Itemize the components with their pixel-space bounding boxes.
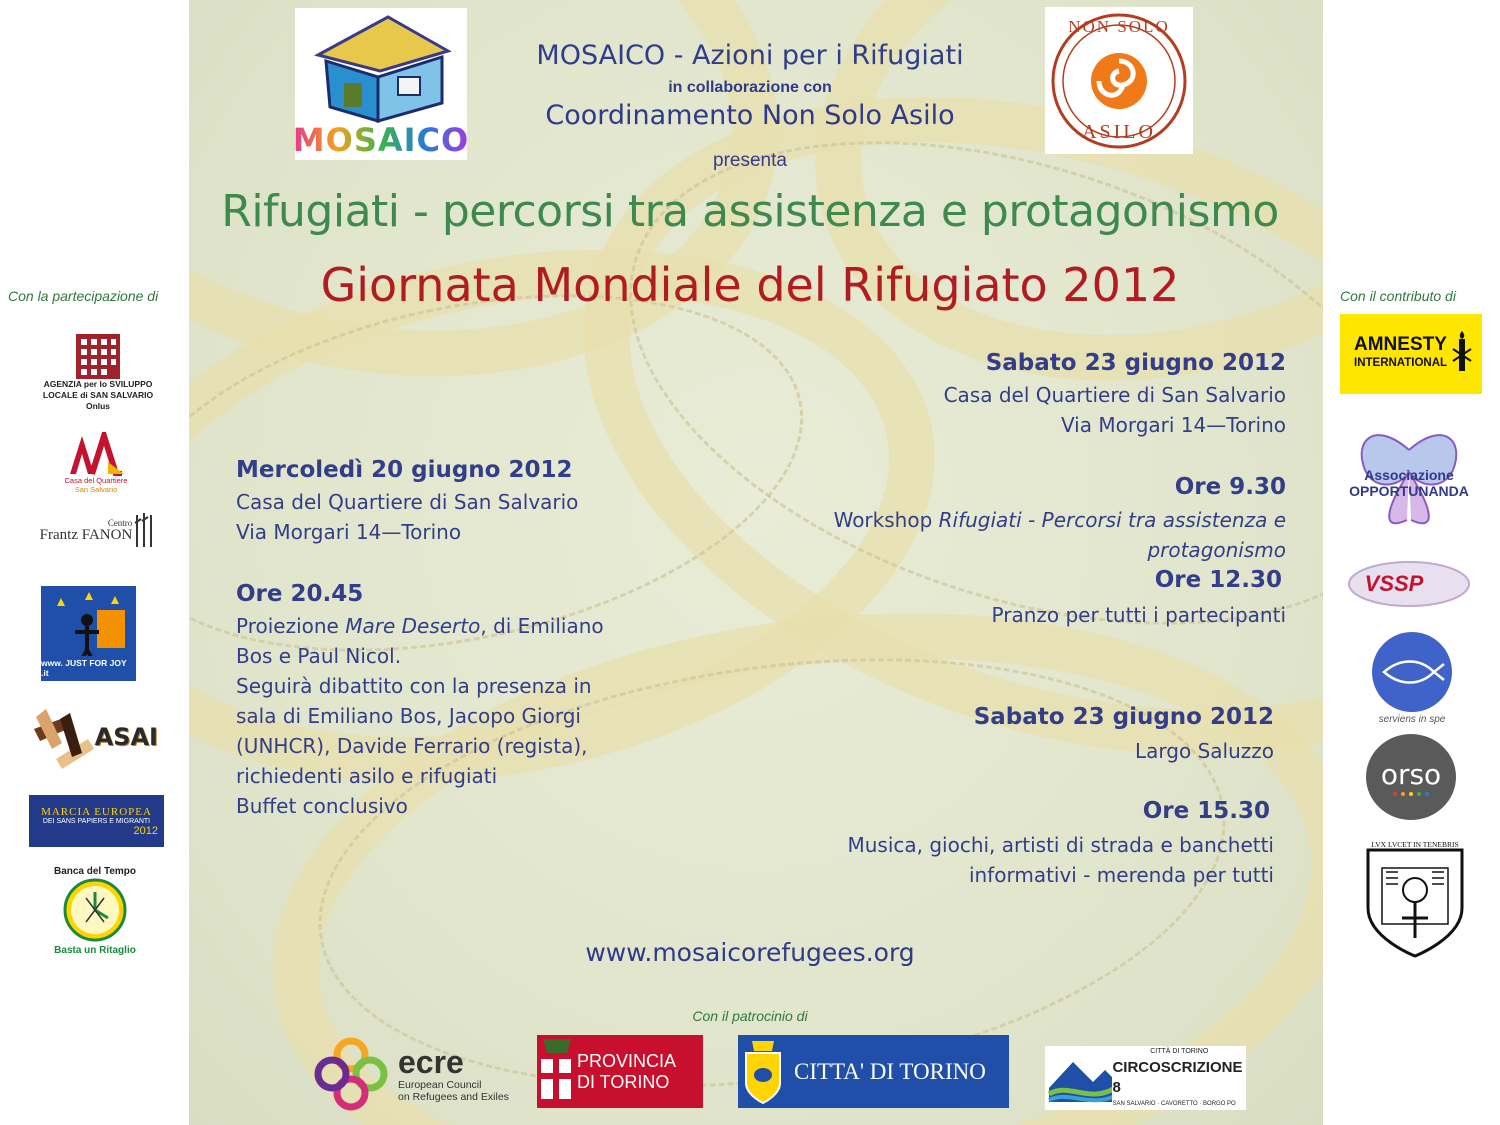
fanon-line2: Frantz FANON <box>39 527 133 543</box>
hands-icon <box>26 699 95 775</box>
amnesty-line1: AMNESTY <box>1354 334 1447 355</box>
workshop-pre: Workshop <box>833 508 939 532</box>
figures-icon <box>132 509 156 549</box>
event-left-line5: (UNHCR), Davide Ferrario (regista), <box>236 734 588 758</box>
amnesty-logo <box>1340 314 1482 394</box>
serviens-text: serviens in spe <box>1378 713 1446 725</box>
juggler-icon <box>41 586 136 656</box>
event-left-line6: richiedenti asilo e rifugiati <box>236 764 498 788</box>
casa-line1: Casa del Quartiere <box>64 476 128 485</box>
fanon-line1: Centro <box>107 518 133 528</box>
lux-crest-logo <box>1362 838 1468 958</box>
event-right2-time: Ore 15.30 <box>1142 798 1270 824</box>
banca-del-tempo-logo <box>42 864 148 956</box>
event-right2-place: Largo Saluzzo <box>1135 739 1274 763</box>
partner-name: Coordinamento Non Solo Asilo <box>545 100 955 131</box>
justforjoy-text: www. JUST FOR JOY .it <box>41 658 127 678</box>
lux-text: LVX LVCET IN TENEBRIS <box>1371 840 1459 849</box>
mosaico-logo-text: MOSAICO <box>292 121 470 159</box>
nsa-top-text: NON SOLO <box>1068 17 1170 36</box>
line1-post: , di Emiliano <box>480 614 604 638</box>
event-right1-time2: Ore 12.30 <box>1154 567 1282 593</box>
ecre-flower-icon <box>312 1035 390 1113</box>
film-title: Mare Deserto <box>345 614 481 638</box>
casa-quartiere-mark-icon <box>64 432 128 476</box>
event-left-line4: sala di Emiliano Bos, Jacopo Giorgi <box>236 704 581 728</box>
ecre-logo <box>312 1034 522 1114</box>
marcia-europea-logo <box>29 795 164 847</box>
workshop-title: Rifugiati - Percorsi tra assistenza e <box>938 508 1286 532</box>
casa-line2: San Salvario <box>74 485 118 494</box>
circoscrizione-logo <box>1045 1046 1246 1110</box>
event-right2-date: Sabato 23 giugno 2012 <box>973 704 1274 730</box>
marcia-line2: DEI SANS PAPIERS E MIGRANTI <box>42 817 151 825</box>
ecre-line1: European Council <box>398 1079 482 1091</box>
opportunanda-logo <box>1345 400 1473 546</box>
agenzia-line2: LOCALE di SAN SALVARIO Onlus <box>42 390 154 411</box>
event-right2-line1: Musica, giochi, artisti di strada e banchetti <box>847 833 1274 857</box>
marcia-line1: MARCIA EUROPEA <box>41 805 152 818</box>
citta-name: CITTA' DI TORINO <box>794 1058 986 1084</box>
candle-icon <box>1451 329 1473 379</box>
agenzia-line1: AGENZIA per lo SVILUPPO <box>43 379 153 389</box>
just-for-joy-logo <box>41 586 136 681</box>
citta-torino-logo <box>738 1035 1009 1108</box>
agenzia-logo <box>34 330 162 412</box>
fish-circle-icon <box>1354 630 1470 714</box>
event-right1-lunch: Pranzo per tutti i partecipanti <box>991 603 1286 627</box>
asai-logo <box>26 698 158 776</box>
opportunanda-line1: Associazione <box>1364 467 1454 483</box>
ecre-name: ecre <box>398 1044 464 1080</box>
event-left-line2: Bos e Paul Nicol. <box>236 644 402 668</box>
event-right1-workshop2: protagonismo <box>1147 538 1286 562</box>
event-right1-place: Casa del Quartiere di San Salvario <box>943 383 1286 407</box>
casa-quartiere-logo <box>60 428 132 498</box>
right-sidebar-caption: Con il contributo di <box>1340 288 1456 304</box>
event-left-line7: Buffet conclusivo <box>236 794 408 818</box>
event-right1-address: Via Morgari 14—Torino <box>1060 413 1286 437</box>
event-left-line1 <box>236 611 604 641</box>
house-icon <box>306 11 456 123</box>
event-subtitle: Giornata Mondiale del Rifugiato 2012 <box>320 258 1180 312</box>
vssp-logo <box>1346 558 1472 610</box>
event-right1-workshop <box>786 505 1286 535</box>
patronage-caption: Con il patrocinio di <box>692 1008 808 1024</box>
event-left-date: Mercoledì 20 giugno 2012 <box>236 457 573 483</box>
presents-text: presenta <box>713 150 787 171</box>
circ-line1: CITTÀ DI TORINO <box>1150 1048 1209 1055</box>
asai-text: ASAI <box>94 723 158 751</box>
crest-icon <box>1362 838 1468 958</box>
mosaico-logo <box>292 8 470 160</box>
left-sidebar-caption: Con la partecipazione di <box>8 288 159 304</box>
collab-text: in collaborazione con <box>668 79 832 96</box>
event-right2-line2: informativi - merenda per tutti <box>968 863 1274 887</box>
nsa-bottom-text: ASILO <box>1082 121 1156 143</box>
river-icon <box>1045 1048 1112 1108</box>
bull-crest-icon <box>738 1035 788 1108</box>
clock-icon <box>42 864 148 956</box>
banca-line2: Basta un Ritaglio <box>54 945 136 956</box>
orso-logo <box>1366 734 1456 820</box>
event-title: Rifugiati - percorsi tra assistenza e protagonismo <box>221 186 1279 237</box>
circ-line3: SAN SALVARIO · CAVORETTO · BORGO PO <box>1112 1101 1236 1107</box>
banca-line1: Banca del Tempo <box>53 866 137 877</box>
marcia-line3: 2012 <box>133 824 158 837</box>
event-right1-time1: Ore 9.30 <box>1174 474 1286 500</box>
website-link[interactable]: www.mosaicorefugees.org <box>585 938 915 967</box>
ecre-line2: on Refugees and Exiles <box>398 1091 509 1103</box>
event-left-place: Casa del Quartiere di San Salvario <box>236 490 579 514</box>
provincia-line1: PROVINCIA <box>577 1050 677 1071</box>
vssp-text: VSSP <box>1364 571 1424 596</box>
provincia-torino-logo <box>537 1035 703 1108</box>
event-left-time: Ore 20.45 <box>236 581 364 607</box>
line1-pre: Proiezione <box>236 614 346 638</box>
building-icon <box>70 330 126 379</box>
circ-line2: CIRCOSCRIZIONE 8 <box>1112 1059 1243 1096</box>
serviens-logo <box>1354 628 1470 726</box>
event-left-address: Via Morgari 14—Torino <box>236 520 462 544</box>
orso-text: orso <box>1380 757 1442 791</box>
frantz-fanon-logo <box>34 506 162 552</box>
non-solo-asilo-logo <box>1045 7 1193 154</box>
org-name: MOSAICO - Azioni per i Rifugiati <box>536 40 964 71</box>
provincia-line2: DI TORINO <box>577 1071 670 1092</box>
opportunanda-line2: OPPORTUNANDA <box>1349 483 1469 499</box>
event-right1-date: Sabato 23 giugno 2012 <box>985 350 1286 376</box>
orso-dots-icon <box>1391 791 1431 797</box>
provincia-crest-icon <box>537 1035 577 1108</box>
event-left-line3: Seguirà dibattito con la presenza in <box>236 674 592 698</box>
amnesty-line2: INTERNATIONAL <box>1354 357 1448 369</box>
